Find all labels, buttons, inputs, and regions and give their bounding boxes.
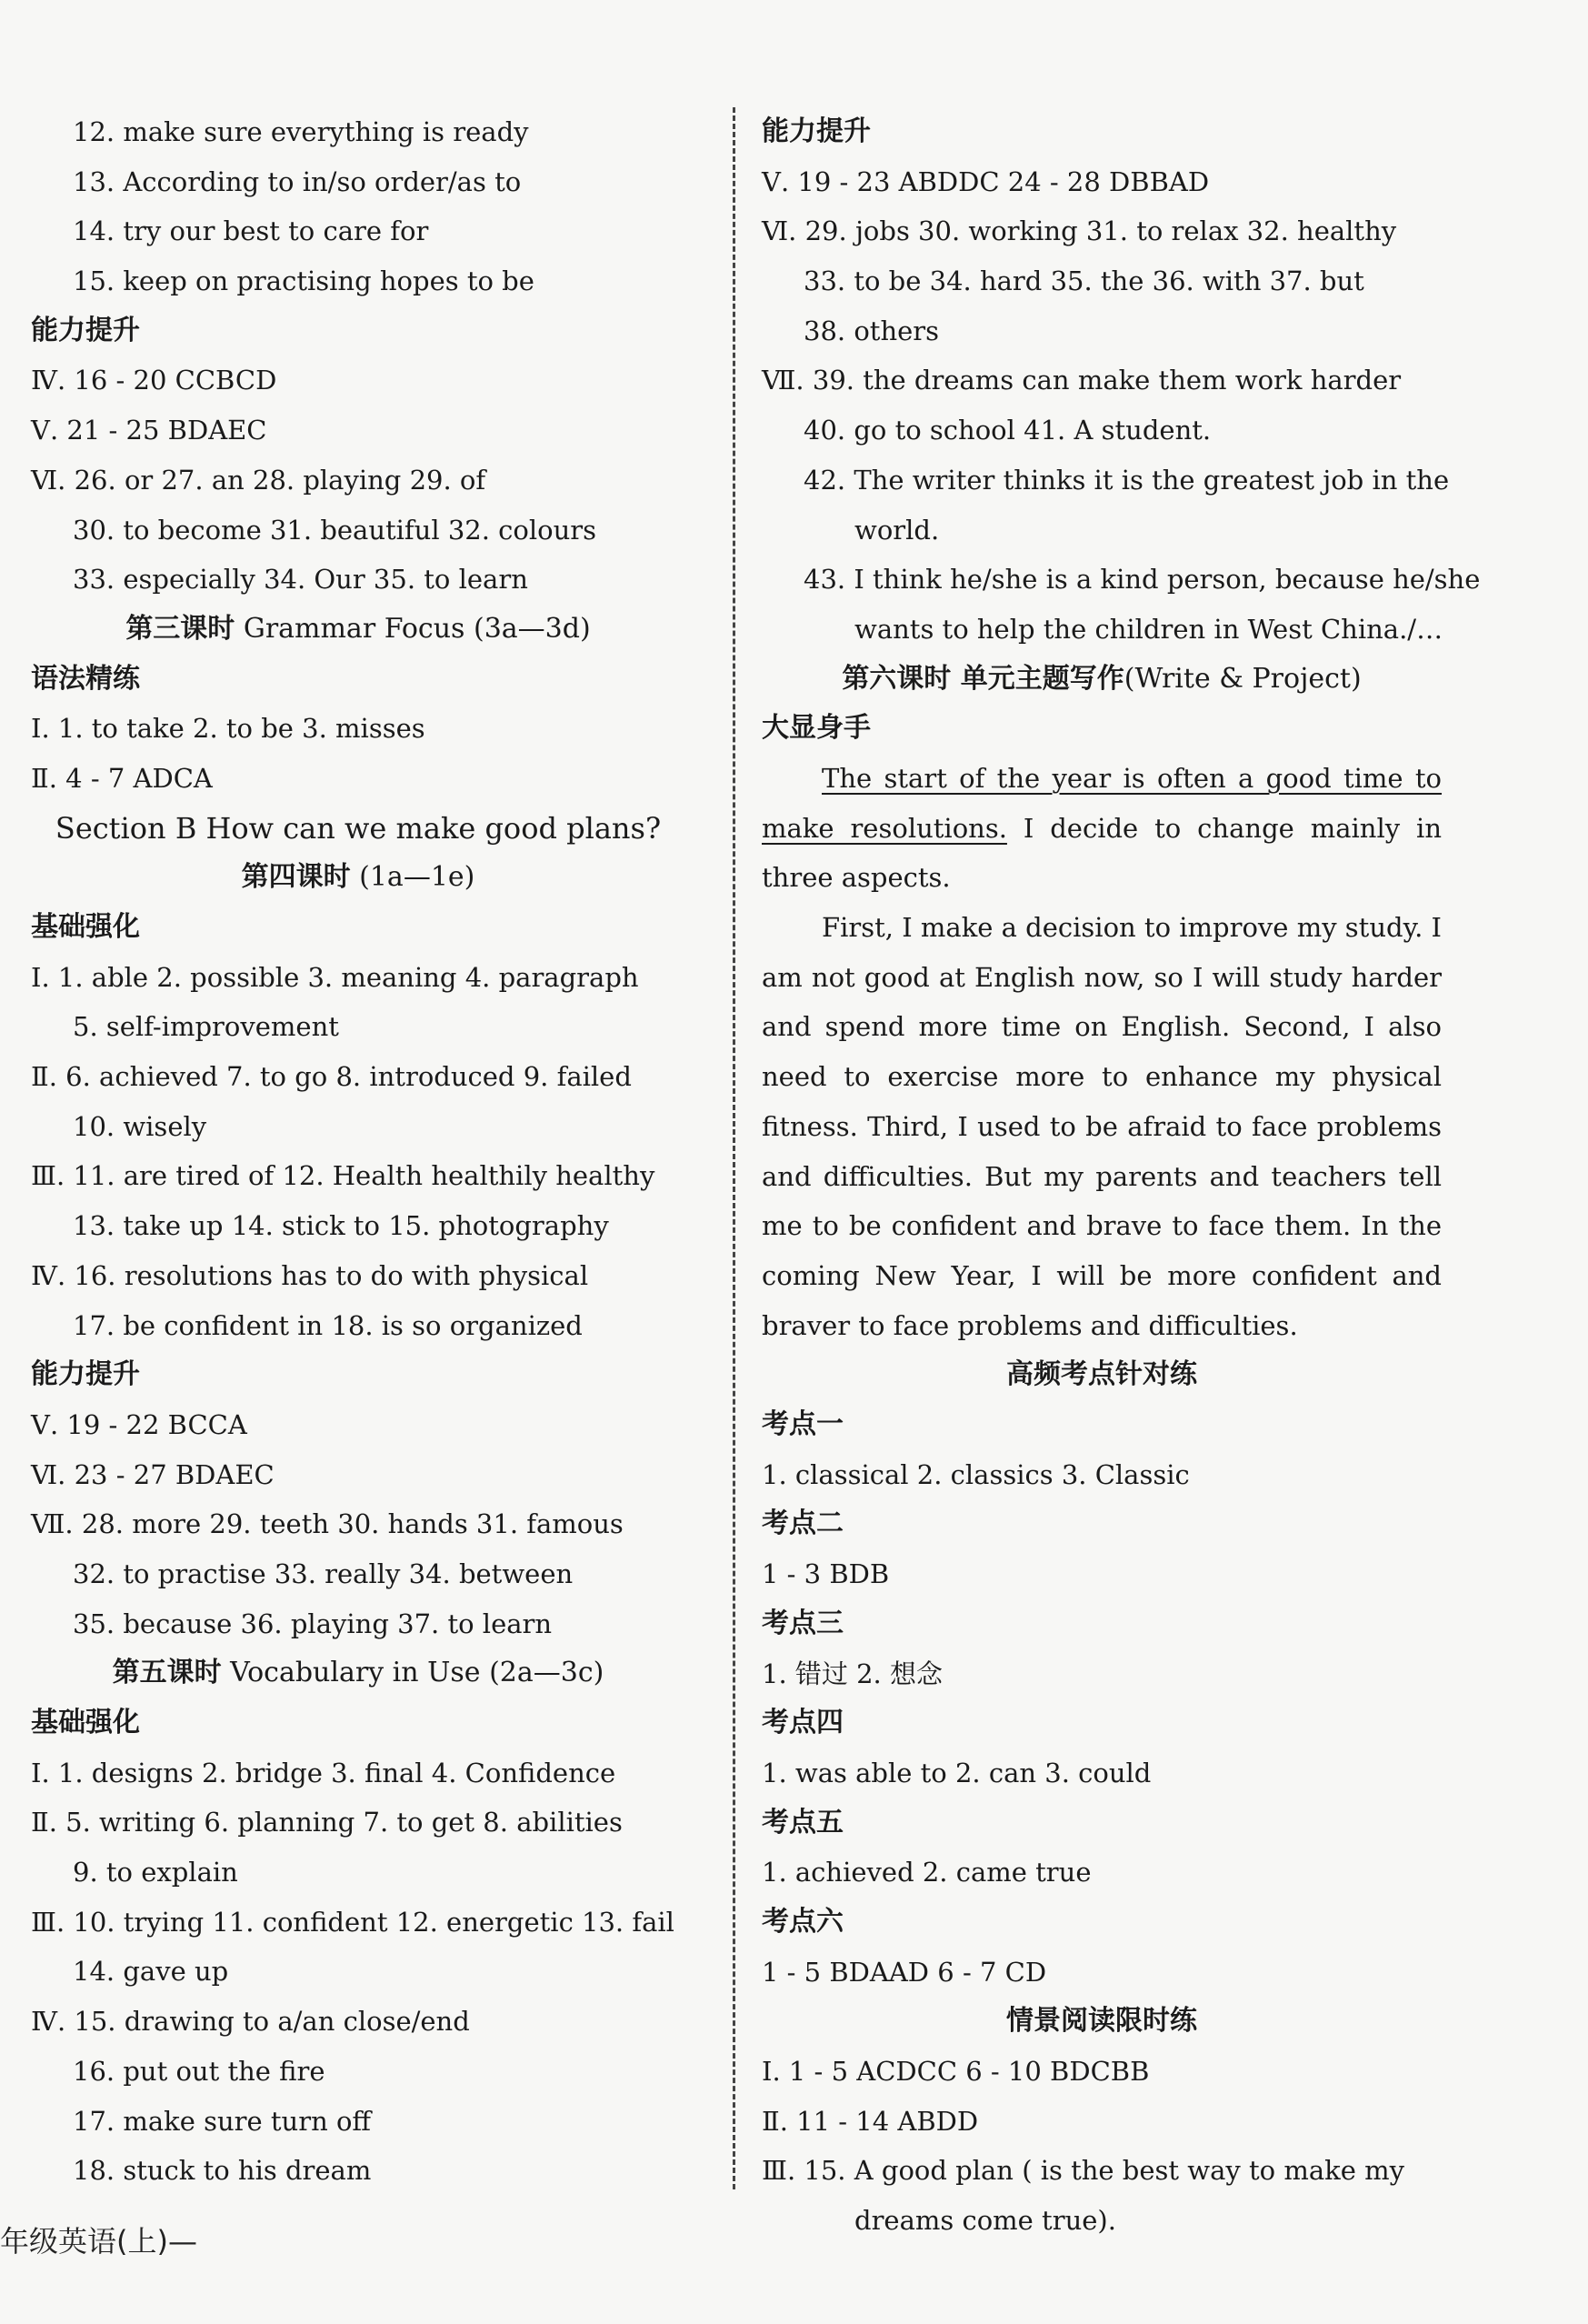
answer-line: Ⅲ. 15. A good plan ( is the best way to make my (762, 2155, 1404, 2187)
answer-line: 43. I think he/she is a kind person, because he/she (804, 564, 1481, 596)
left-column (31, 107, 685, 2196)
lesson-title-en: Vocabulary in Use (2a—3c) (221, 1657, 604, 1689)
answer-line: 35. because 36. playing 37. to learn (73, 1608, 553, 1639)
answer-line: 33. to be 34. hard 35. the 36. with 37. but (804, 265, 1364, 297)
answer-line: 15. keep on practising hopes to be (73, 265, 534, 297)
answer-line: 1. was able to 2. can 3. could (762, 1757, 1152, 1788)
answer-line: 12. make sure everything is ready (73, 116, 529, 147)
answer-line: Ⅲ. 11. are tired of 12. Health healthily healthy (31, 1160, 655, 1192)
lesson-title (762, 655, 1442, 705)
section-heading: 大显身手 (762, 712, 871, 745)
answer-line: 18. stuck to his dream (73, 2155, 372, 2187)
answer-line: Ⅰ. 1. to take 2. to be 3. misses (31, 713, 425, 745)
answer-line: Ⅰ. 1. able 2. possible 3. meaning 4. paragraph (31, 961, 639, 993)
answer-line: 40. go to school 41. A student. (804, 415, 1212, 446)
answer-line: dreams come true). (854, 2205, 1116, 2237)
lesson-title-en: (1a—1e) (350, 861, 475, 894)
section-b-title: Section B How can we make good plans? (55, 810, 662, 846)
answer-line: Ⅵ. 26. or 27. an 28. playing 29. of (31, 464, 486, 496)
right-column (762, 107, 1481, 2246)
answer-line: 30. to become 31. beautiful 32. colours (73, 514, 597, 546)
lesson-title-en: (Write & Project) (1124, 662, 1362, 695)
answer-line: 1. 错过 2. 想念 (762, 1658, 943, 1689)
answer-line: Ⅰ. 1. designs 2. bridge 3. final 4. Confidence (31, 1757, 616, 1788)
section-heading: 语法精练 (31, 662, 140, 695)
answer-line: 17. be confident in 18. is so organized (73, 1309, 583, 1341)
answer-line: 9. to explain (73, 1857, 238, 1888)
answer-line: Ⅱ. 11 - 14 ABDD (762, 2105, 979, 2137)
key-point-heading: 考点五 (762, 1806, 844, 1838)
answer-line: 38. others (804, 315, 940, 346)
section-heading: 基础强化 (31, 911, 140, 943)
answer-line: world. (854, 514, 940, 546)
key-point-heading: 考点四 (762, 1707, 844, 1739)
answer-line: Ⅴ. 19 - 22 BCCA (31, 1408, 247, 1440)
lesson-title (31, 1648, 685, 1698)
answer-line: 1 - 5 BDAAD 6 - 7 CD (762, 1956, 1047, 1988)
answer-line: Ⅴ. 19 - 23 ABDDC 24 - 28 DBBAD (762, 165, 1210, 197)
answer-line: 17. make sure turn off (73, 2105, 372, 2137)
answer-line: Ⅳ. 16 - 20 CCBCD (31, 365, 277, 396)
answer-line: Ⅵ. 23 - 27 BDAEC (31, 1458, 275, 1490)
lesson-title (31, 853, 685, 903)
answer-line: Ⅱ. 5. writing 6. planning 7. to get 8. abilities (31, 1807, 623, 1838)
answer-line: Ⅶ. 28. more 29. teeth 30. hands 31. famous (31, 1508, 624, 1540)
section-title: 高频考点针对练 (1006, 1358, 1197, 1391)
section-heading: 能力提升 (31, 314, 140, 346)
essay-underlined-sentence: The start of the year is often a good time to make resolutions. (762, 762, 1442, 844)
answer-line: 33. especially 34. Our 35. to learn (73, 564, 528, 596)
section-heading: 能力提升 (31, 1358, 140, 1391)
answer-line: Ⅱ. 6. achieved 7. to go 8. introduced 9. failed (31, 1061, 632, 1093)
lesson-title-cn: 第五课时 (112, 1657, 222, 1689)
answer-line: Ⅴ. 21 - 25 BDAEC (31, 415, 267, 446)
answer-line: 10. wisely (73, 1110, 207, 1142)
section-title: 情景阅读限时练 (1006, 2005, 1197, 2038)
answer-line: 42. The writer thinks it is the greatest job in the (804, 464, 1450, 496)
column-divider (733, 107, 735, 2189)
essay-sentence: I decide to change mainly in three aspects. (762, 812, 1442, 894)
answer-line: wants to help the children in West China./… (854, 613, 1443, 645)
lesson-title-en: Grammar Focus (3a—3d) (235, 612, 591, 645)
answer-line: 5. self-improvement (73, 1011, 339, 1043)
answer-line: Ⅲ. 10. trying 11. confident 12. energetic 13. fail (31, 1906, 674, 1938)
answer-line: Ⅱ. 4 - 7 ADCA (31, 762, 213, 794)
key-point-heading: 考点三 (762, 1607, 844, 1639)
lesson-title-cn: 第四课时 (241, 861, 351, 894)
section-heading: 基础强化 (31, 1707, 140, 1738)
answer-line: 14. gave up (73, 1956, 229, 1988)
lesson-title-cn: 第六课时 单元主题写作 (842, 662, 1124, 695)
lesson-title (31, 605, 685, 655)
lesson-title-cn: 第三课时 (125, 612, 235, 645)
key-point-heading: 考点六 (762, 1905, 844, 1938)
answer-line: Ⅳ. 15. drawing to a/an close/end (31, 2006, 470, 2038)
page-footer: 年级英语(上)— (0, 2224, 197, 2259)
answer-line: 13. According to in/so order/as to (73, 165, 522, 197)
answer-line: Ⅵ. 29. jobs 30. working 31. to relax 32. healthy (762, 215, 1397, 247)
answer-line: 1. classical 2. classics 3. Classic (762, 1458, 1190, 1490)
answer-line: 1 - 3 BDB (762, 1558, 890, 1590)
answer-line: Ⅳ. 16. resolutions has to do with physical (31, 1259, 589, 1291)
answer-line: Ⅶ. 39. the dreams can make them work harder (762, 365, 1402, 396)
section-heading: 能力提升 (762, 115, 871, 147)
key-point-heading: 考点二 (762, 1508, 844, 1540)
essay-paragraph-2: First, I make a decision to improve my study. I am not good at English now, so I will study harder and spend more time on English. Second, I also need to exercise more to enhance my physical fitness. Third, I used to be afraid to face problems and difficulties. But my parents and teachers tell me to be confident and brave to face them. In the coming New Year, I will be more confident and braver to face problems and difficulties. (762, 912, 1442, 1341)
essay-paragraph-1 (762, 754, 1442, 903)
answer-line: Ⅰ. 1 - 5 ACDCC 6 - 10 BDCBB (762, 2056, 1150, 2087)
answer-line: 14. try our best to care for (73, 215, 429, 247)
answer-line: 32. to practise 33. really 34. between (73, 1558, 574, 1589)
answer-line: 1. achieved 2. came true (762, 1857, 1092, 1888)
answer-line: 13. take up 14. stick to 15. photography (73, 1210, 609, 1242)
answer-line: 16. put out the fire (73, 2055, 325, 2087)
key-point-heading: 考点一 (762, 1408, 844, 1441)
essay (762, 754, 1442, 1350)
